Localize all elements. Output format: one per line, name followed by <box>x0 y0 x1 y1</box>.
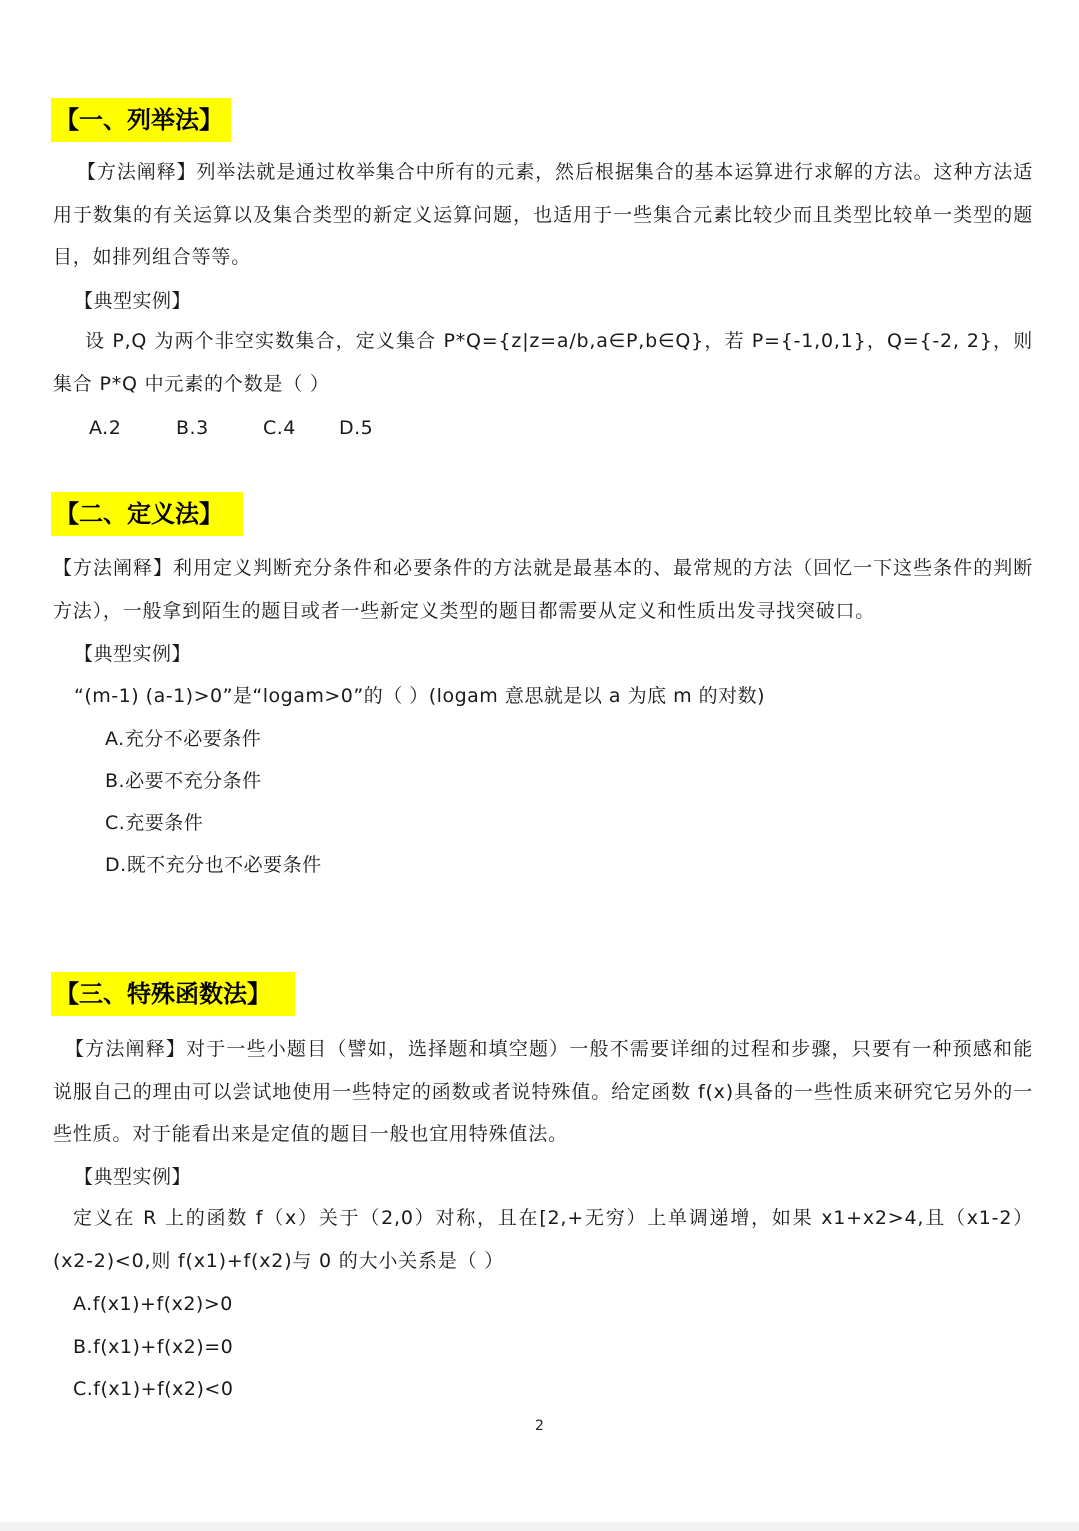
section3-method: 【方法阐释】对于一些小题目（譬如，选择题和填空题）一般不需要详细的过程和步骤，只要有一种预感和能说服自己的理由可以尝试地使用一些特定的函数或者说特殊值。给定函数 f(x)具备的一些性质来研究它另外的一些性质。对于能看出来是定值的题目一般也宜用特殊值法。 <box>53 1038 1033 1145</box>
section1-method: 【方法阐释】列举法就是通过枚举集合中所有的元素，然后根据集合的基本运算进行求解的方法。这种方法适用于数集的有关运算以及集合类型的新定义运算问题，也适用于一些集合元素比较少而且类型比较单一类型的题目，如排列组合等等。 <box>53 161 1033 268</box>
section2-method: 【方法阐释】利用定义判断充分条件和必要条件的方法就是最基本的、最常规的方法（回忆一下这些条件的判断方法），一般拿到陌生的题目或者一些新定义类型的题目都需要从定义和性质出发寻找突破口。 <box>53 557 1033 622</box>
section3-question: 定义在 R 上的函数 f（x）关于（2,0）对称，且在[2,+无穷）上单调递增，如果 x1+x2>4,且（x1-2）(x2-2)<0,则 f(x1)+f(x2)与 0 的大小关系是（ ） <box>53 1207 1033 1272</box>
section3-option-a: A.f(x1)+f(x2)>0 <box>73 1293 233 1315</box>
section1-heading: 【一、列举法】 <box>51 98 231 142</box>
section3-heading: 【三、特殊函数法】 <box>51 972 295 1016</box>
section3-option-c: C.f(x1)+f(x2)<0 <box>73 1378 234 1400</box>
section2-heading: 【二、定义法】 <box>51 492 243 536</box>
section1-option-d: D.5 <box>339 417 374 439</box>
section2-option-b: B.必要不充分条件 <box>105 770 262 792</box>
section1-example-label: 【典型实例】 <box>74 290 192 312</box>
section1-option-c: C.4 <box>263 417 296 439</box>
page-number: 2 <box>535 1418 544 1434</box>
section2-option-d: D.既不充分也不必要条件 <box>105 854 322 876</box>
section1-question: 设 P,Q 为两个非空实数集合，定义集合 P*Q={z|z=a/b,a∈P,b∈Q}，若 P={-1,0,1}，Q={-2, 2}，则集合 P*Q 中元素的个数是（ ） <box>53 330 1033 395</box>
section2-option-a: A.充分不必要条件 <box>105 728 262 750</box>
section2-example-label: 【典型实例】 <box>74 643 192 665</box>
section3-example-label: 【典型实例】 <box>74 1166 192 1188</box>
page-bottom-edge <box>0 1522 1079 1531</box>
section2-question: “(m-1) (a-1)>0”是“logam>0”的（ ）(logam 意思就是以 a 为底 m 的对数) <box>74 685 766 707</box>
section1-option-b: B.3 <box>176 417 209 439</box>
section3-option-b: B.f(x1)+f(x2)=0 <box>73 1336 234 1358</box>
section1-option-a: A.2 <box>89 417 122 439</box>
section2-option-c: C.充要条件 <box>105 812 204 834</box>
